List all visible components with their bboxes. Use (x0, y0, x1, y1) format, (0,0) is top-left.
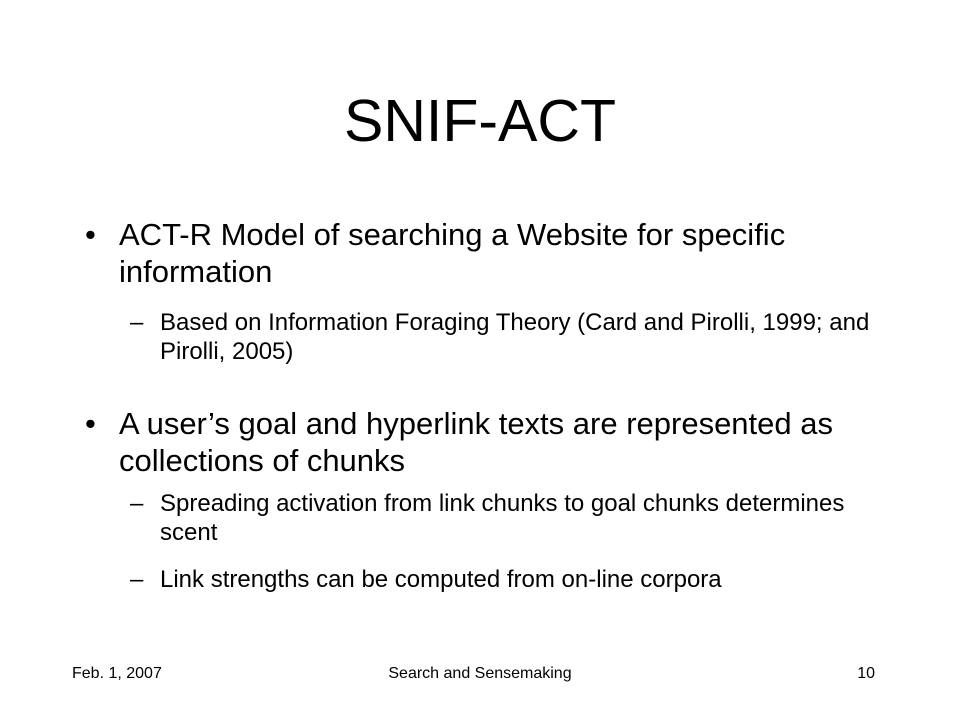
sub-bullet-marker: – (130, 490, 144, 517)
sub-bullet-item (130, 565, 880, 594)
bullet-marker: • (85, 217, 96, 252)
footer-date: Feb. 1, 2007 (72, 665, 162, 682)
sub-bullet-text: Based on Information Foraging Theory (Card and Pirolli, 1999; and Pirolli, 2005) (160, 309, 870, 365)
page-number: 10 (857, 665, 875, 682)
sub-bullet-marker: – (130, 309, 144, 336)
sub-bullet-item (130, 308, 880, 366)
sub-bullet-text: Spreading activation from link chunks to goal chunks determines scent (160, 490, 845, 546)
bullet-text: ACT-R Model of searching a Website for specific information (119, 217, 786, 289)
bullet-item (85, 216, 859, 290)
slide-title: SNIF-ACT (343, 88, 617, 154)
footer-title: Search and Sensemaking (388, 665, 572, 682)
sub-bullet-marker: – (130, 566, 144, 593)
bullet-item (85, 405, 859, 479)
sub-bullet-text: Link strengths can be computed from on-line corpora (160, 566, 722, 593)
bullet-text: A user’s goal and hyperlink texts are represented as collections of chunks (119, 406, 833, 478)
bullet-marker: • (85, 406, 96, 441)
sub-bullet-item (130, 489, 880, 547)
